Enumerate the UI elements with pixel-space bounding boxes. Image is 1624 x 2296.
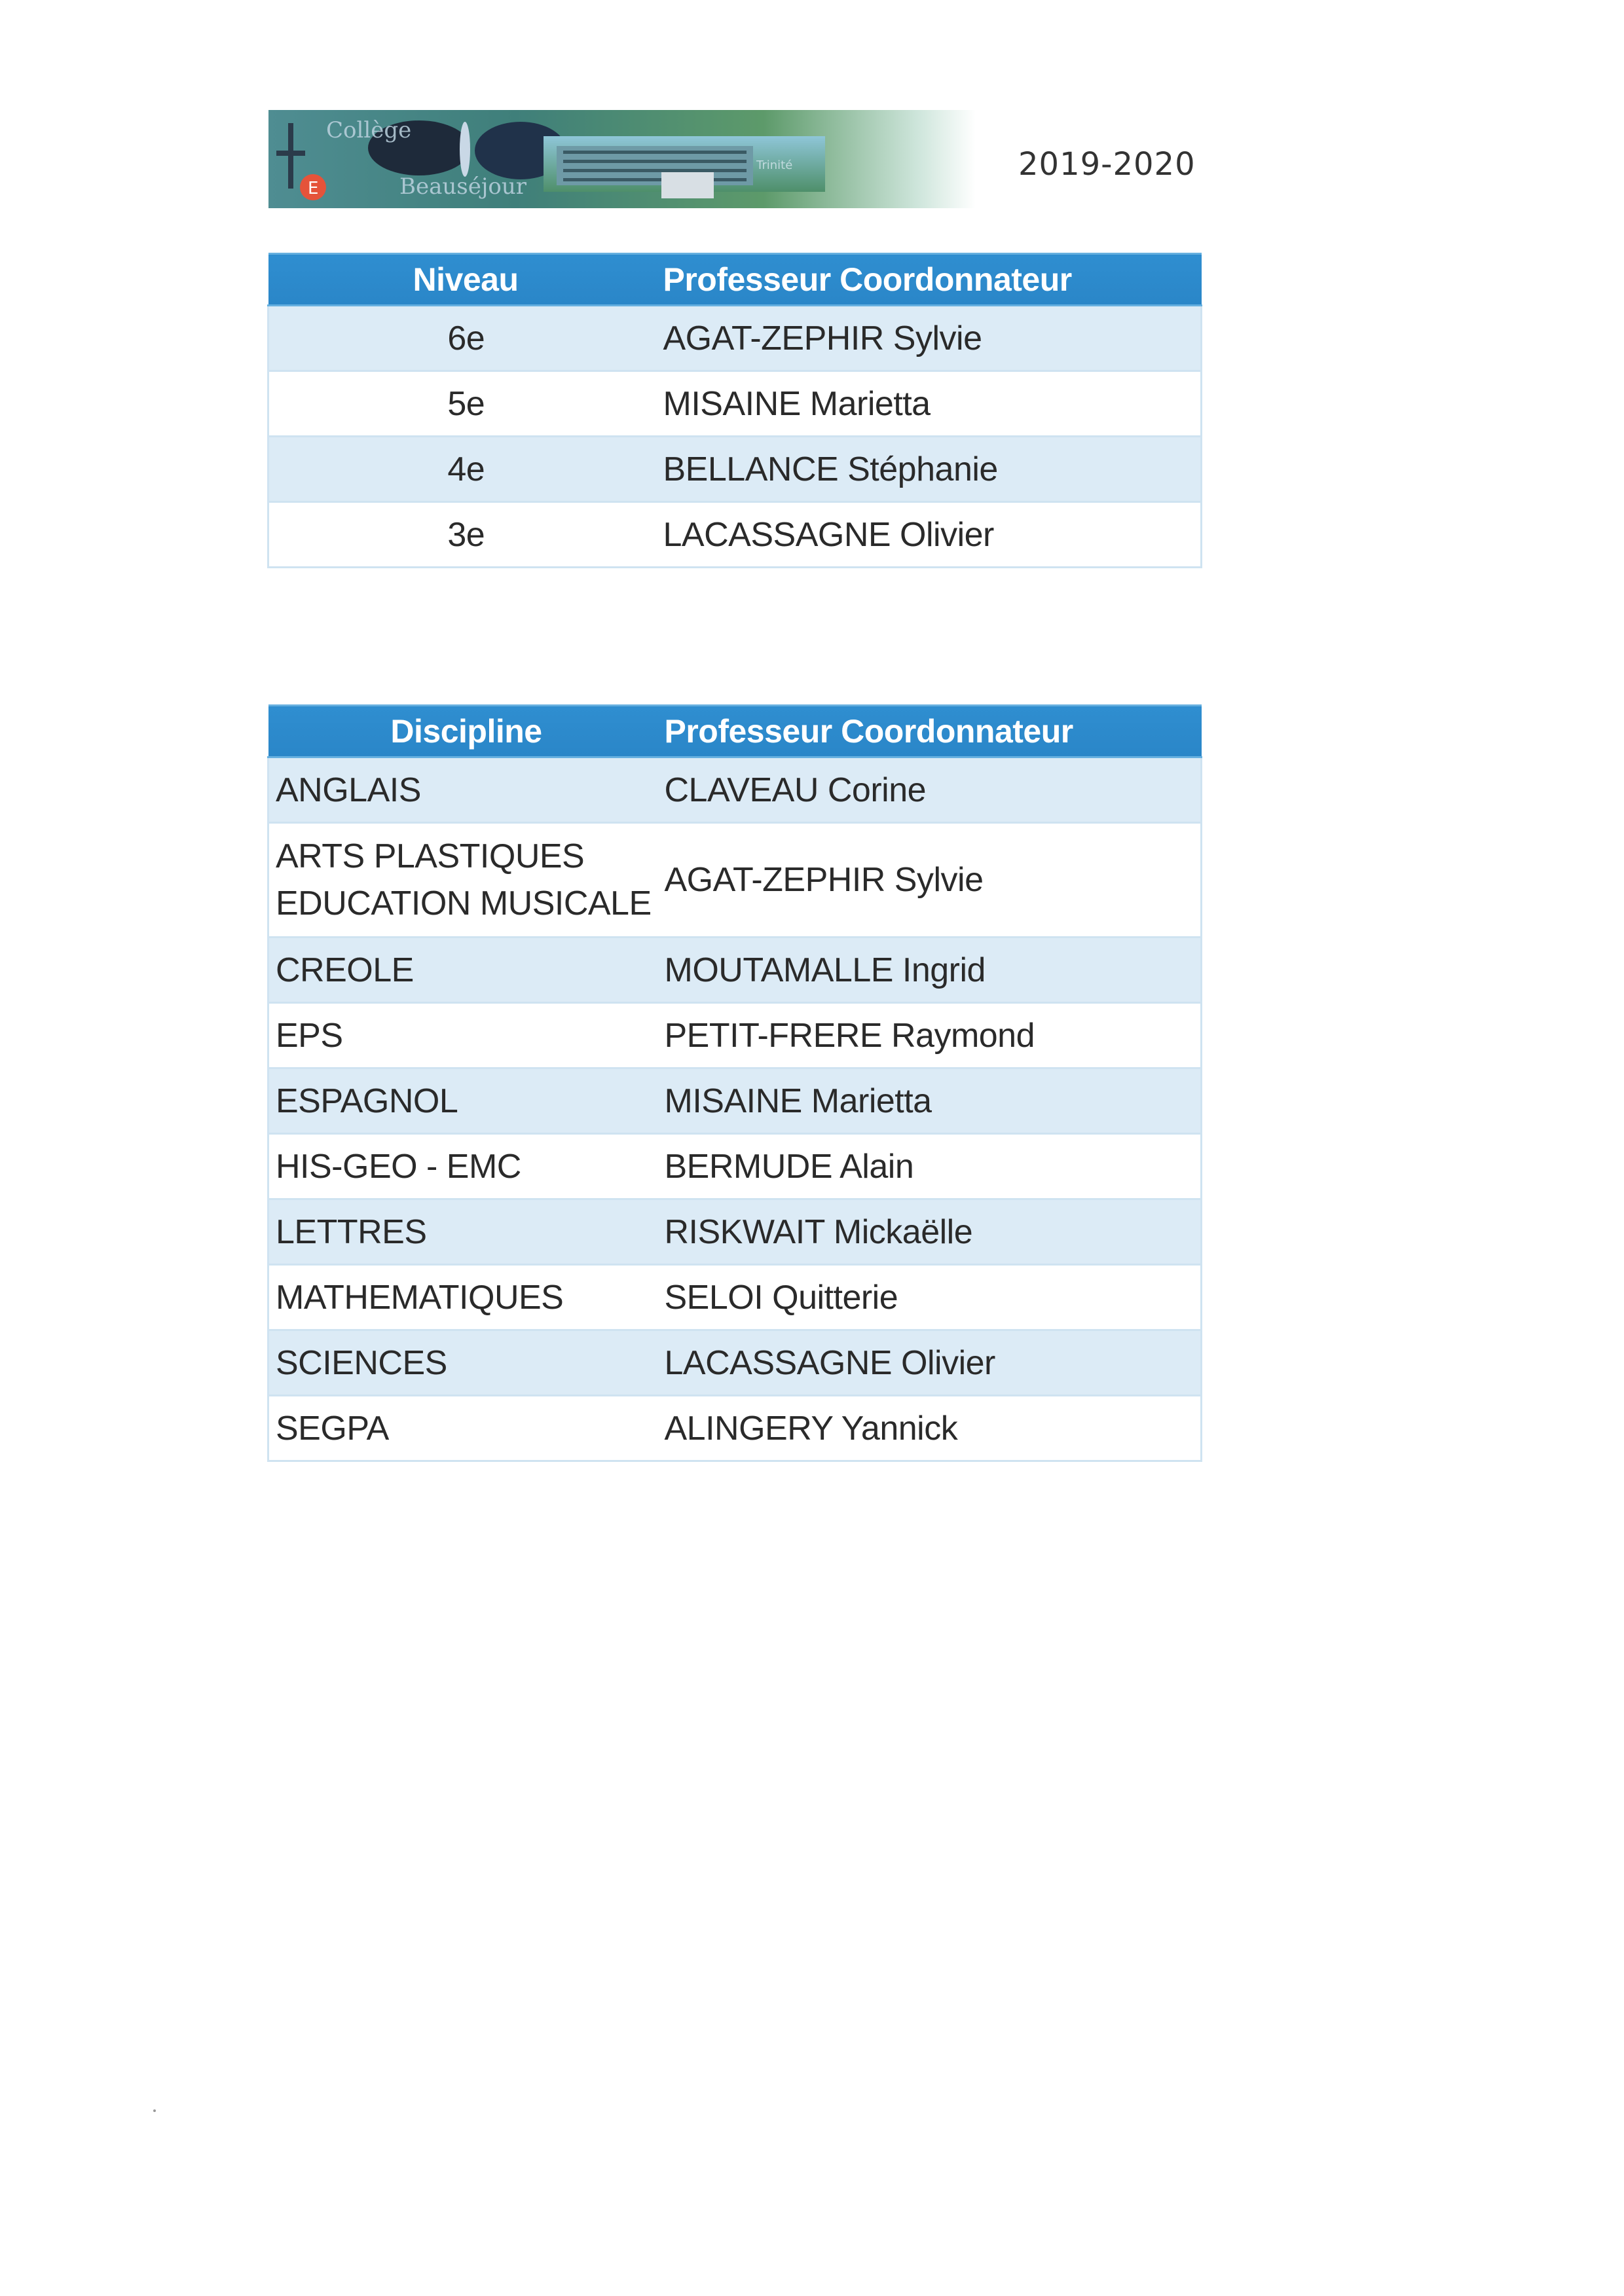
discipline-cell: EPS xyxy=(268,1003,665,1068)
teacher-cell: PETIT-FRERE Raymond xyxy=(665,1003,1202,1068)
table-row xyxy=(268,1003,1202,1068)
niveau-table-header xyxy=(268,254,1202,306)
teacher-cell: MISAINE Marietta xyxy=(663,371,1202,437)
discipline-cell: SEGPA xyxy=(268,1396,665,1461)
level-cell: 6e xyxy=(268,306,663,371)
header-niveau: Niveau xyxy=(268,254,663,306)
table-row xyxy=(268,757,1202,823)
table-row xyxy=(268,371,1202,437)
discipline-line: EDUCATION MUSICALE xyxy=(276,884,652,922)
table-row xyxy=(268,1396,1202,1461)
logo-text-college: Collège xyxy=(326,117,412,143)
school-year: 2019-2020 xyxy=(1018,146,1196,183)
level-cell: 5e xyxy=(268,371,663,437)
discipline-cell: SCIENCES xyxy=(268,1330,665,1396)
table-row xyxy=(268,437,1202,502)
teacher-cell: MISAINE Marietta xyxy=(665,1068,1202,1134)
discipline-line: ARTS PLASTIQUES xyxy=(276,837,585,875)
table-row xyxy=(268,1330,1202,1396)
discipline-cell: LETTRES xyxy=(268,1199,665,1265)
table-row xyxy=(268,1199,1202,1265)
table-row xyxy=(268,1134,1202,1199)
teacher-cell: LACASSAGNE Olivier xyxy=(665,1330,1202,1396)
scan-speck xyxy=(153,2109,156,2112)
svg-text:E: E xyxy=(308,179,319,198)
level-cell: 3e xyxy=(268,502,663,568)
table-row xyxy=(268,502,1202,568)
table-row xyxy=(268,306,1202,371)
table-row xyxy=(268,1265,1202,1330)
discipline-cell: ANGLAIS xyxy=(268,757,665,823)
logo-text-beausejour: Beauséjour xyxy=(399,173,527,200)
discipline-table xyxy=(267,704,1202,1462)
teacher-cell: ALINGERY Yannick xyxy=(665,1396,1202,1461)
logo-text-sign: Trinité xyxy=(756,158,793,172)
table-row xyxy=(268,938,1202,1003)
teacher-cell: AGAT-ZEPHIR Sylvie xyxy=(663,306,1202,371)
niveau-table xyxy=(267,253,1202,568)
header-professeur-coordonnateur: Professeur Coordonnateur xyxy=(665,706,1202,757)
discipline-cell: CREOLE xyxy=(268,938,665,1003)
teacher-cell: MOUTAMALLE Ingrid xyxy=(665,938,1202,1003)
teacher-cell: BERMUDE Alain xyxy=(665,1134,1202,1199)
discipline-table-header xyxy=(268,706,1202,757)
discipline-cell: MATHEMATIQUES xyxy=(268,1265,665,1330)
teacher-cell: BELLANCE Stéphanie xyxy=(663,437,1202,502)
header-discipline: Discipline xyxy=(268,706,665,757)
discipline-cell xyxy=(268,823,665,938)
teacher-cell: CLAVEAU Corine xyxy=(665,757,1202,823)
teacher-cell: AGAT-ZEPHIR Sylvie xyxy=(665,823,1202,938)
table-row xyxy=(268,1068,1202,1134)
teacher-cell: LACASSAGNE Olivier xyxy=(663,502,1202,568)
level-cell: 4e xyxy=(268,437,663,502)
table-row xyxy=(268,823,1202,938)
teacher-cell: RISKWAIT Mickaëlle xyxy=(665,1199,1202,1265)
header-professeur-coordonnateur: Professeur Coordonnateur xyxy=(663,254,1202,306)
teacher-cell: SELOI Quitterie xyxy=(665,1265,1202,1330)
school-banner-logo xyxy=(268,110,976,208)
discipline-cell: ESPAGNOL xyxy=(268,1068,665,1134)
discipline-cell: HIS-GEO - EMC xyxy=(268,1134,665,1199)
